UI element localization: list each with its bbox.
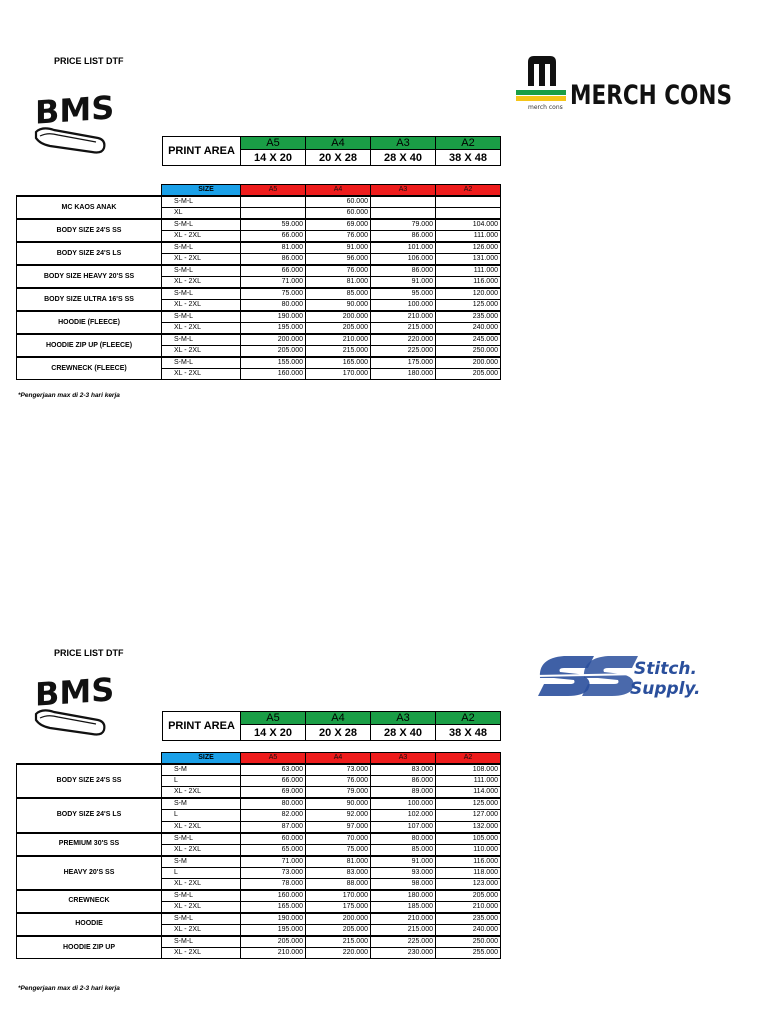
bms-logo-text: BMS bbox=[35, 88, 115, 132]
price-cell: 126.000 bbox=[436, 242, 501, 254]
price-cell: 195.000 bbox=[241, 323, 306, 335]
price-cell: 210.000 bbox=[371, 311, 436, 323]
print-area-dimension: 20 X 28 bbox=[306, 150, 371, 166]
svg-text:Supply.: Supply. bbox=[630, 679, 701, 699]
price-cell: 205.000 bbox=[306, 323, 371, 335]
price-cell: 118.000 bbox=[436, 867, 501, 878]
price-cell: 165.000 bbox=[306, 357, 371, 369]
price-cell: 60.000 bbox=[241, 833, 306, 845]
price-cell: 87.000 bbox=[241, 821, 306, 833]
column-header: A5 bbox=[241, 185, 306, 197]
column-header: A2 bbox=[436, 185, 501, 197]
table-row bbox=[17, 913, 501, 925]
table-row bbox=[17, 890, 501, 902]
price-list-title: PRICE LIST DTF bbox=[54, 648, 124, 658]
table-row bbox=[17, 357, 501, 369]
size-cell: L bbox=[162, 867, 241, 878]
price-cell: 215.000 bbox=[306, 346, 371, 358]
table-row bbox=[17, 334, 501, 346]
price-cell bbox=[241, 208, 306, 220]
price-cell: 76.000 bbox=[306, 265, 371, 277]
header-spacer bbox=[17, 753, 162, 765]
price-cell: 125.000 bbox=[436, 300, 501, 312]
price-cell: 215.000 bbox=[306, 936, 371, 948]
print-area-dimension: 38 X 48 bbox=[436, 725, 501, 741]
price-cell: 123.000 bbox=[436, 878, 501, 890]
price-cell: 85.000 bbox=[306, 288, 371, 300]
price-cell: 80.000 bbox=[371, 833, 436, 845]
price-cell: 76.000 bbox=[306, 776, 371, 787]
print-area-size: A3 bbox=[371, 712, 436, 725]
price-cell: 63.000 bbox=[241, 764, 306, 776]
column-header: A2 bbox=[436, 753, 501, 765]
price-cell: 111.000 bbox=[436, 265, 501, 277]
price-cell: 86.000 bbox=[371, 265, 436, 277]
product-name: BODY SIZE 24'S LS bbox=[17, 798, 162, 832]
price-cell: 83.000 bbox=[306, 867, 371, 878]
bms-logo bbox=[32, 668, 115, 738]
price-cell: 73.000 bbox=[306, 764, 371, 776]
product-name: CREWNECK (FLEECE) bbox=[17, 357, 162, 380]
print-area-dimension: 20 X 28 bbox=[306, 725, 371, 741]
print-area-size: A5 bbox=[241, 137, 306, 150]
price-cell bbox=[241, 196, 306, 208]
price-cell: 210.000 bbox=[306, 334, 371, 346]
price-cell: 75.000 bbox=[241, 288, 306, 300]
price-cell: 200.000 bbox=[436, 357, 501, 369]
merch-cons-logo bbox=[514, 52, 736, 114]
price-cell: 86.000 bbox=[371, 231, 436, 243]
price-cell: 180.000 bbox=[371, 890, 436, 902]
column-header: A5 bbox=[241, 753, 306, 765]
price-cell: 116.000 bbox=[436, 277, 501, 289]
print-area-table bbox=[162, 711, 501, 741]
price-cell: 132.000 bbox=[436, 821, 501, 833]
product-name: HOODIE (FLEECE) bbox=[17, 311, 162, 334]
price-cell: 79.000 bbox=[306, 787, 371, 799]
table-row bbox=[17, 196, 501, 208]
price-cell: 86.000 bbox=[371, 776, 436, 787]
price-cell: 225.000 bbox=[371, 346, 436, 358]
price-cell: 86.000 bbox=[241, 254, 306, 266]
price-cell: 89.000 bbox=[371, 787, 436, 799]
product-name: HEAVY 20'S SS bbox=[17, 856, 162, 890]
price-cell: 59.000 bbox=[241, 219, 306, 231]
price-list-section-1 bbox=[0, 0, 768, 510]
size-cell: L bbox=[162, 776, 241, 787]
price-cell: 175.000 bbox=[371, 357, 436, 369]
column-header: A3 bbox=[371, 753, 436, 765]
price-cell: 79.000 bbox=[371, 219, 436, 231]
column-header: A3 bbox=[371, 185, 436, 197]
price-cell: 240.000 bbox=[436, 323, 501, 335]
svg-text:Stitch.: Stitch. bbox=[634, 659, 697, 679]
print-area-label: PRINT AREA bbox=[163, 137, 241, 166]
price-cell: 210.000 bbox=[241, 947, 306, 958]
price-cell: 200.000 bbox=[306, 913, 371, 925]
size-cell: XL - 2XL bbox=[162, 947, 241, 958]
size-header: SIZE bbox=[162, 185, 241, 197]
price-cell: 102.000 bbox=[371, 810, 436, 821]
size-cell: S-M-L bbox=[162, 334, 241, 346]
price-cell: 210.000 bbox=[436, 901, 501, 913]
table-row bbox=[17, 936, 501, 948]
price-cell: 240.000 bbox=[436, 924, 501, 936]
product-name: BODY SIZE 24'S SS bbox=[17, 764, 162, 798]
price-cell: 90.000 bbox=[306, 798, 371, 810]
processing-note: *Pengerjaan max di 2-3 hari kerja bbox=[18, 985, 120, 992]
size-cell: S-M-L bbox=[162, 936, 241, 948]
price-cell: 71.000 bbox=[241, 856, 306, 868]
price-cell: 66.000 bbox=[241, 265, 306, 277]
price-cell: 245.000 bbox=[436, 334, 501, 346]
size-cell: XL - 2XL bbox=[162, 231, 241, 243]
size-cell: XL - 2XL bbox=[162, 844, 241, 856]
size-cell: XL - 2XL bbox=[162, 901, 241, 913]
price-cell: 235.000 bbox=[436, 311, 501, 323]
price-cell: 85.000 bbox=[371, 844, 436, 856]
size-cell: XL - 2XL bbox=[162, 323, 241, 335]
price-cell: 96.000 bbox=[306, 254, 371, 266]
price-cell: 205.000 bbox=[241, 936, 306, 948]
bms-logo-text: BMS bbox=[35, 670, 115, 714]
price-cell: 170.000 bbox=[306, 890, 371, 902]
price-cell: 104.000 bbox=[436, 219, 501, 231]
table-row bbox=[17, 833, 501, 845]
price-cell: 195.000 bbox=[241, 924, 306, 936]
size-cell: S-M-L bbox=[162, 311, 241, 323]
price-cell: 97.000 bbox=[306, 821, 371, 833]
price-cell bbox=[371, 208, 436, 220]
price-cell: 69.000 bbox=[306, 219, 371, 231]
price-cell: 205.000 bbox=[436, 369, 501, 380]
size-cell: S-M-L bbox=[162, 196, 241, 208]
price-cell: 170.000 bbox=[306, 369, 371, 380]
print-area-dimension: 14 X 20 bbox=[241, 150, 306, 166]
product-name: BODY SIZE 24'S SS bbox=[17, 219, 162, 242]
print-area-size: A2 bbox=[436, 137, 501, 150]
price-table bbox=[16, 752, 501, 959]
price-cell: 91.000 bbox=[371, 856, 436, 868]
table-row bbox=[17, 219, 501, 231]
price-cell: 81.000 bbox=[306, 277, 371, 289]
price-cell: 210.000 bbox=[371, 913, 436, 925]
price-cell: 220.000 bbox=[306, 947, 371, 958]
size-cell: S-M-L bbox=[162, 357, 241, 369]
price-cell: 101.000 bbox=[371, 242, 436, 254]
size-cell: S-M-L bbox=[162, 219, 241, 231]
price-cell: 106.000 bbox=[371, 254, 436, 266]
print-area-label: PRINT AREA bbox=[163, 712, 241, 741]
price-cell: 108.000 bbox=[436, 764, 501, 776]
price-cell: 110.000 bbox=[436, 844, 501, 856]
price-cell: 190.000 bbox=[241, 311, 306, 323]
size-cell: S-M-L bbox=[162, 242, 241, 254]
print-area-table bbox=[162, 136, 501, 166]
price-cell: 250.000 bbox=[436, 936, 501, 948]
product-name: BODY SIZE HEAVY 20'S SS bbox=[17, 265, 162, 288]
table-row bbox=[17, 798, 501, 810]
processing-note: *Pengerjaan max di 2-3 hari kerja bbox=[18, 392, 120, 399]
size-cell: L bbox=[162, 810, 241, 821]
product-name: BODY SIZE ULTRA 16'S SS bbox=[17, 288, 162, 311]
price-cell: 185.000 bbox=[371, 901, 436, 913]
print-area-dimension: 14 X 20 bbox=[241, 725, 306, 741]
price-cell: 205.000 bbox=[306, 924, 371, 936]
size-cell: XL bbox=[162, 208, 241, 220]
price-cell: 114.000 bbox=[436, 787, 501, 799]
price-cell: 255.000 bbox=[436, 947, 501, 958]
price-cell: 165.000 bbox=[241, 901, 306, 913]
price-cell: 200.000 bbox=[241, 334, 306, 346]
price-cell: 120.000 bbox=[436, 288, 501, 300]
price-cell: 80.000 bbox=[241, 300, 306, 312]
price-cell: 235.000 bbox=[436, 913, 501, 925]
table-row bbox=[17, 311, 501, 323]
price-cell: 215.000 bbox=[371, 924, 436, 936]
price-cell: 91.000 bbox=[306, 242, 371, 254]
price-cell: 125.000 bbox=[436, 798, 501, 810]
size-cell: XL - 2XL bbox=[162, 821, 241, 833]
price-cell: 76.000 bbox=[306, 231, 371, 243]
price-cell: 200.000 bbox=[306, 311, 371, 323]
price-cell: 88.000 bbox=[306, 878, 371, 890]
price-cell: 160.000 bbox=[241, 890, 306, 902]
column-header: A4 bbox=[306, 753, 371, 765]
size-cell: XL - 2XL bbox=[162, 878, 241, 890]
print-area-size: A2 bbox=[436, 712, 501, 725]
price-cell: 131.000 bbox=[436, 254, 501, 266]
product-name: HOODIE ZIP UP bbox=[17, 936, 162, 959]
print-area-dimension: 28 X 40 bbox=[371, 150, 436, 166]
price-cell: 81.000 bbox=[241, 242, 306, 254]
table-row bbox=[17, 764, 501, 776]
price-cell: 180.000 bbox=[371, 369, 436, 380]
price-cell: 250.000 bbox=[436, 346, 501, 358]
size-cell: XL - 2XL bbox=[162, 300, 241, 312]
price-list-title: PRICE LIST DTF bbox=[54, 56, 124, 66]
print-area-size: A4 bbox=[306, 137, 371, 150]
price-cell: 80.000 bbox=[241, 798, 306, 810]
price-cell bbox=[371, 196, 436, 208]
price-cell: 66.000 bbox=[241, 776, 306, 787]
price-cell: 111.000 bbox=[436, 231, 501, 243]
price-cell: 73.000 bbox=[241, 867, 306, 878]
price-cell: 70.000 bbox=[306, 833, 371, 845]
table-row bbox=[17, 265, 501, 277]
svg-text:MERCH CONS: MERCH CONS bbox=[570, 80, 732, 111]
price-cell: 91.000 bbox=[371, 277, 436, 289]
price-cell: 155.000 bbox=[241, 357, 306, 369]
price-cell: 83.000 bbox=[371, 764, 436, 776]
price-cell: 82.000 bbox=[241, 810, 306, 821]
size-cell: XL - 2XL bbox=[162, 346, 241, 358]
product-name: HOODIE bbox=[17, 913, 162, 936]
table-row bbox=[17, 242, 501, 254]
print-area-size: A5 bbox=[241, 712, 306, 725]
product-name: PREMIUM 30'S SS bbox=[17, 833, 162, 856]
price-cell: 105.000 bbox=[436, 833, 501, 845]
size-cell: S-M-L bbox=[162, 265, 241, 277]
column-header: A4 bbox=[306, 185, 371, 197]
price-cell: 75.000 bbox=[306, 844, 371, 856]
size-cell: XL - 2XL bbox=[162, 277, 241, 289]
size-header: SIZE bbox=[162, 753, 241, 765]
price-cell: 65.000 bbox=[241, 844, 306, 856]
size-cell: S-M bbox=[162, 798, 241, 810]
price-cell bbox=[436, 196, 501, 208]
price-cell bbox=[436, 208, 501, 220]
price-cell: 78.000 bbox=[241, 878, 306, 890]
price-cell: 116.000 bbox=[436, 856, 501, 868]
price-cell: 60.000 bbox=[306, 208, 371, 220]
price-cell: 220.000 bbox=[371, 334, 436, 346]
price-cell: 127.000 bbox=[436, 810, 501, 821]
price-cell: 100.000 bbox=[371, 798, 436, 810]
price-cell: 92.000 bbox=[306, 810, 371, 821]
product-name: HOODIE ZIP UP (FLEECE) bbox=[17, 334, 162, 357]
size-cell: XL - 2XL bbox=[162, 787, 241, 799]
print-area-size: A4 bbox=[306, 712, 371, 725]
price-cell: 190.000 bbox=[241, 913, 306, 925]
bms-logo bbox=[32, 86, 115, 156]
price-cell: 100.000 bbox=[371, 300, 436, 312]
price-cell: 90.000 bbox=[306, 300, 371, 312]
price-cell: 111.000 bbox=[436, 776, 501, 787]
price-cell: 175.000 bbox=[306, 901, 371, 913]
price-cell: 95.000 bbox=[371, 288, 436, 300]
print-area-size: A3 bbox=[371, 137, 436, 150]
price-cell: 205.000 bbox=[241, 346, 306, 358]
price-cell: 215.000 bbox=[371, 323, 436, 335]
print-area-dimension: 28 X 40 bbox=[371, 725, 436, 741]
size-cell: S-M-L bbox=[162, 890, 241, 902]
header-spacer bbox=[17, 185, 162, 197]
size-cell: S-M-L bbox=[162, 913, 241, 925]
size-cell: S-M-L bbox=[162, 288, 241, 300]
print-area-dimension: 38 X 48 bbox=[436, 150, 501, 166]
price-cell: 81.000 bbox=[306, 856, 371, 868]
svg-text:merch cons: merch cons bbox=[528, 104, 563, 111]
price-cell: 93.000 bbox=[371, 867, 436, 878]
size-cell: XL - 2XL bbox=[162, 254, 241, 266]
price-cell: 66.000 bbox=[241, 231, 306, 243]
size-cell: XL - 2XL bbox=[162, 369, 241, 380]
price-cell: 69.000 bbox=[241, 787, 306, 799]
price-cell: 225.000 bbox=[371, 936, 436, 948]
price-cell: 230.000 bbox=[371, 947, 436, 958]
price-cell: 98.000 bbox=[371, 878, 436, 890]
price-cell: 107.000 bbox=[371, 821, 436, 833]
price-cell: 205.000 bbox=[436, 890, 501, 902]
product-name: BODY SIZE 24'S LS bbox=[17, 242, 162, 265]
stitch-supply-logo bbox=[534, 648, 730, 700]
size-cell: S-M-L bbox=[162, 833, 241, 845]
size-cell: S-M bbox=[162, 856, 241, 868]
size-cell: S-M bbox=[162, 764, 241, 776]
table-row bbox=[17, 288, 501, 300]
size-cell: XL - 2XL bbox=[162, 924, 241, 936]
price-cell: 71.000 bbox=[241, 277, 306, 289]
product-name: CREWNECK bbox=[17, 890, 162, 913]
price-table bbox=[16, 184, 501, 380]
price-list-section-2 bbox=[0, 640, 768, 1024]
table-row bbox=[17, 856, 501, 868]
product-name: MC KAOS ANAK bbox=[17, 196, 162, 219]
price-cell: 60.000 bbox=[306, 196, 371, 208]
price-cell: 160.000 bbox=[241, 369, 306, 380]
